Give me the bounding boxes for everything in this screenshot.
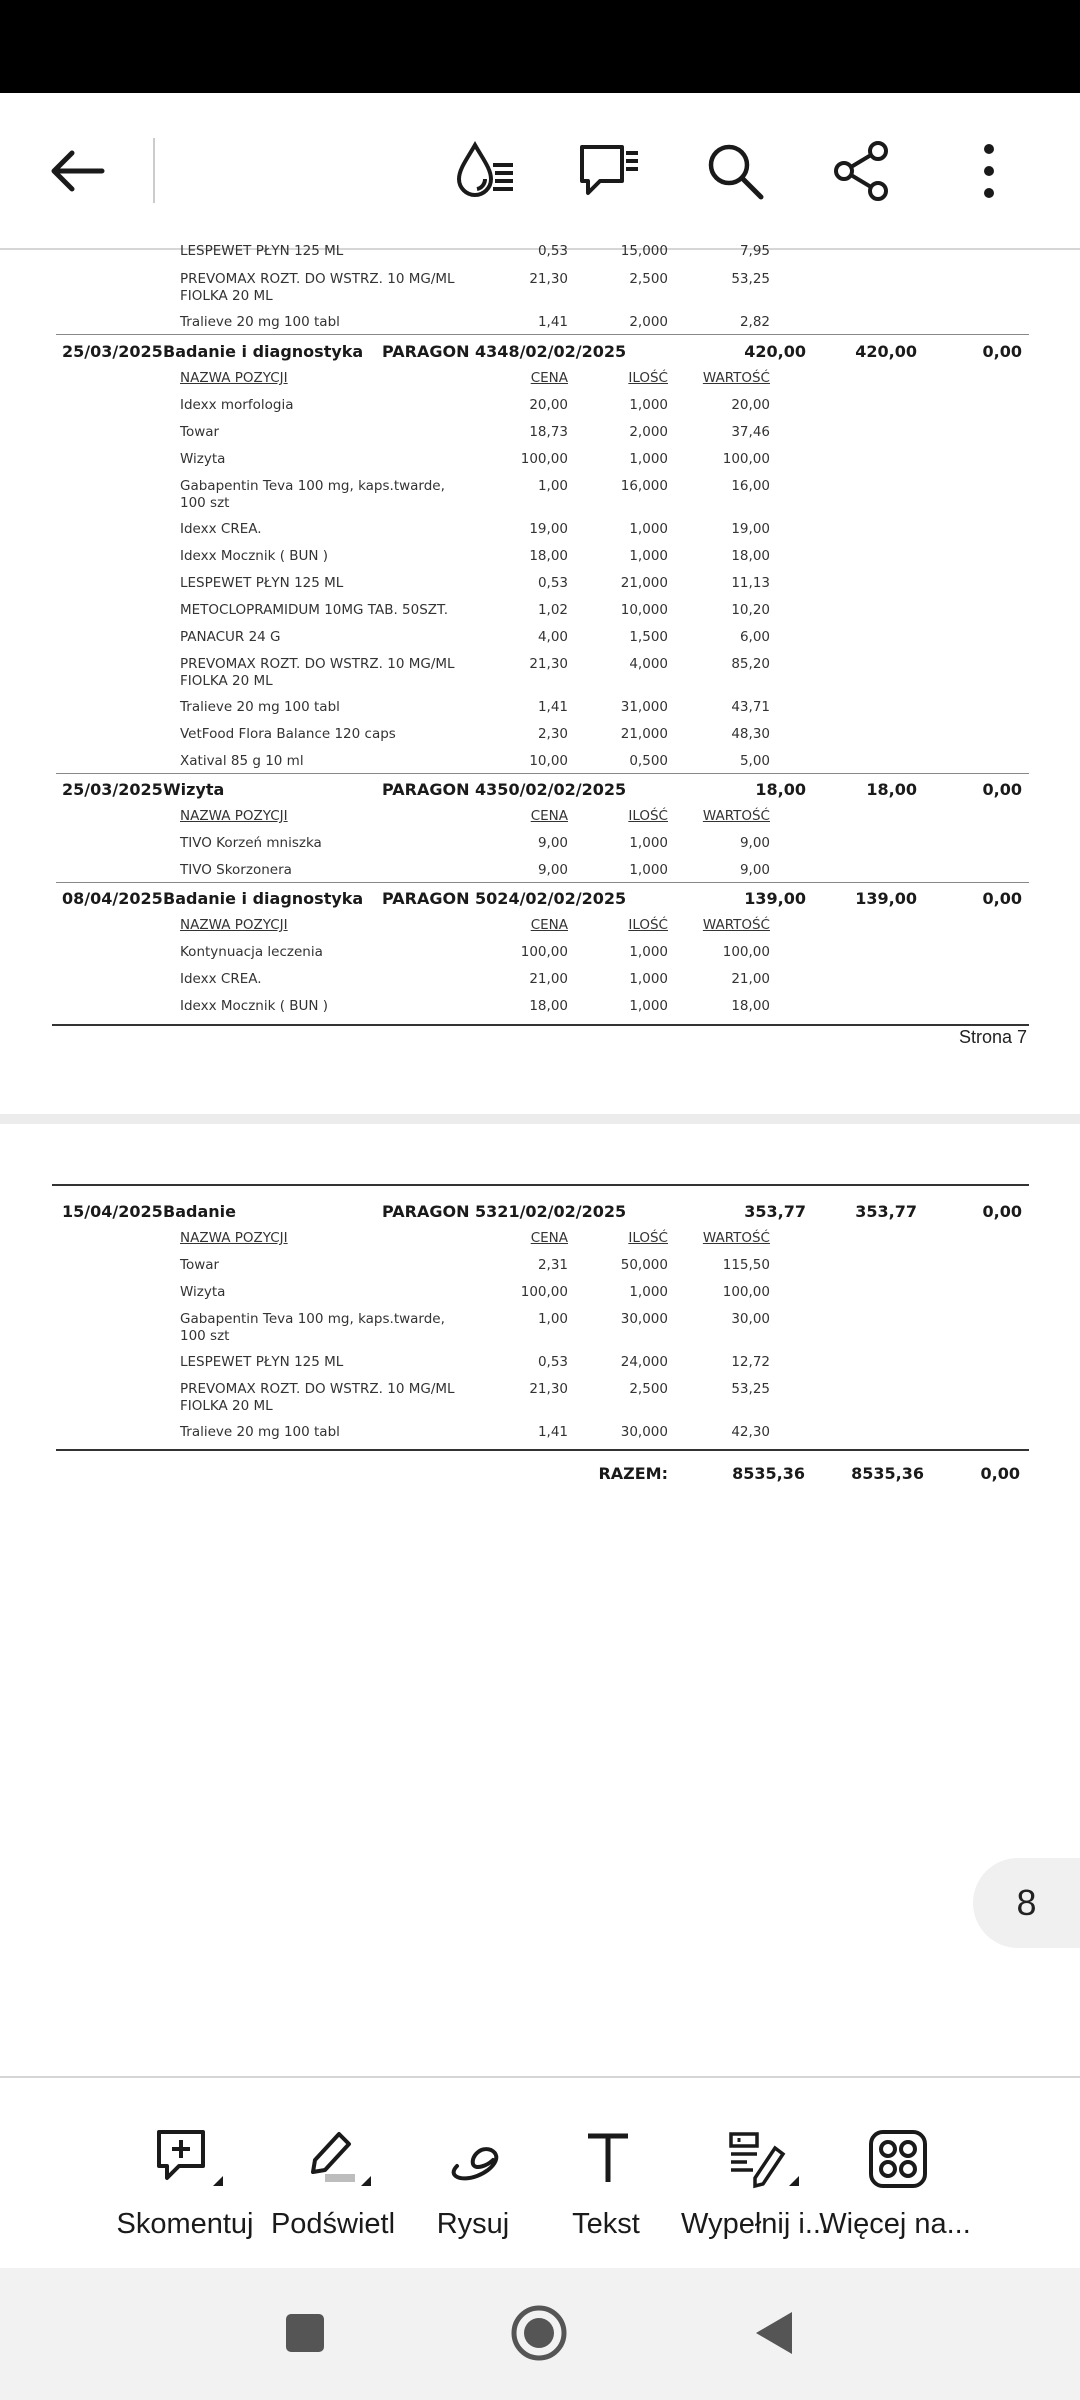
tool-label: Podświetl <box>270 2208 396 2240</box>
header-value: WARTOŚĆ <box>702 1230 770 1246</box>
item-name: Tralieve 20 mg 100 tabl <box>180 314 340 330</box>
table-row <box>0 397 1080 424</box>
item-value: 11,13 <box>731 575 770 591</box>
entry-paid: 353,77 <box>855 1202 917 1221</box>
item-name: PREVOMAX ROZT. DO WSTRZ. 10 MG/ML FIOLKA 20 ML <box>180 1381 455 1414</box>
item-value: 2,82 <box>739 314 770 330</box>
item-name: LESPEWET PŁYN 125 ML <box>180 243 344 259</box>
draw-tool[interactable] <box>398 2078 548 2270</box>
header-value: WARTOŚĆ <box>702 917 770 933</box>
item-value: 100,00 <box>722 1284 770 1300</box>
item-price: 9,00 <box>537 862 568 878</box>
item-value: 10,20 <box>731 602 770 618</box>
item-quantity: 2,000 <box>629 314 668 330</box>
fill-sign-icon <box>725 2126 785 2186</box>
table-row <box>0 271 1080 311</box>
item-name: Kontynuacja leczenia <box>180 944 323 960</box>
header-price: CENA <box>530 917 568 933</box>
item-value: 30,00 <box>731 1311 770 1327</box>
system-nav-bar <box>0 2268 1080 2400</box>
entry-amount: 420,00 <box>744 342 806 361</box>
total-row <box>0 1464 1080 1491</box>
item-quantity: 1,500 <box>629 629 668 645</box>
item-value: 48,30 <box>731 726 770 742</box>
item-name: Wizyta <box>180 1284 226 1300</box>
item-name: Xatival 85 g 10 ml <box>180 753 304 769</box>
item-name: Tralieve 20 mg 100 tabl <box>180 1424 340 1440</box>
item-value: 5,00 <box>739 753 770 769</box>
item-name: PANACUR 24 G <box>180 629 281 645</box>
entry-type: Wizyta <box>163 780 225 799</box>
item-quantity: 30,000 <box>620 1424 668 1440</box>
item-price: 1,00 <box>537 478 568 494</box>
table-row <box>0 451 1080 478</box>
item-value: 37,46 <box>731 424 770 440</box>
comment-tool[interactable] <box>110 2078 260 2270</box>
home-icon[interactable] <box>504 2298 574 2368</box>
table-row <box>0 602 1080 629</box>
item-price: 21,00 <box>529 971 568 987</box>
tool-label: Wypełnij i... <box>680 2208 829 2240</box>
entry-amount: 18,00 <box>755 780 806 799</box>
text-icon <box>576 2126 636 2186</box>
item-quantity: 2,500 <box>629 1381 668 1397</box>
item-price: 18,00 <box>529 998 568 1014</box>
table-row <box>0 971 1080 998</box>
entry-summary-row <box>0 780 1080 807</box>
item-value: 53,25 <box>731 271 770 287</box>
tool-label: Tekst <box>572 2208 640 2240</box>
table-row <box>0 1354 1080 1381</box>
liquid-mode-icon[interactable] <box>445 131 525 211</box>
item-quantity: 1,000 <box>629 971 668 987</box>
entry-document: PARAGON 4350/02/02/2025 <box>382 780 627 799</box>
entry-date: 15/04/2025 <box>62 1202 163 1221</box>
comments-list-icon[interactable] <box>568 131 648 211</box>
items-header-row <box>0 808 1080 835</box>
page-number-label: Strona 7 <box>958 1027 1027 1047</box>
add-comment-icon <box>155 2126 215 2186</box>
item-quantity: 0,500 <box>629 753 668 769</box>
item-name: LESPEWET PŁYN 125 ML <box>180 1354 344 1370</box>
top-toolbar <box>0 93 1080 250</box>
highlight-icon <box>303 2126 363 2186</box>
total-rule <box>56 1449 1029 1451</box>
table-row <box>0 944 1080 971</box>
item-name: Gabapentin Teva 100 mg, kaps.twarde, 100 szt <box>180 1311 445 1344</box>
item-value: 43,71 <box>731 699 770 715</box>
item-value: 53,25 <box>731 1381 770 1397</box>
item-price: 19,00 <box>529 521 568 537</box>
entry-balance: 0,00 <box>982 342 1022 361</box>
tool-label: Rysuj <box>436 2208 510 2240</box>
more-tools[interactable] <box>820 2078 970 2270</box>
back-arrow-icon[interactable] <box>36 131 116 211</box>
item-price: 18,73 <box>529 424 568 440</box>
item-price: 1,00 <box>537 1311 568 1327</box>
entry-date: 25/03/2025 <box>62 780 163 799</box>
table-row <box>0 548 1080 575</box>
table-row <box>0 575 1080 602</box>
item-quantity: 1,000 <box>629 944 668 960</box>
item-price: 20,00 <box>529 397 568 413</box>
header-price: CENA <box>530 808 568 824</box>
item-name: Idexx morfologia <box>180 397 294 413</box>
item-quantity: 16,000 <box>620 478 668 494</box>
item-value: 19,00 <box>731 521 770 537</box>
item-name: METOCLOPRAMIDUM 10MG TAB. 50SZT. <box>180 602 448 618</box>
items-header-row <box>0 917 1080 944</box>
header-name: NAZWA POZYCJI <box>180 917 288 933</box>
table-row <box>0 1381 1080 1421</box>
item-quantity: 1,000 <box>629 835 668 851</box>
entry-paid: 139,00 <box>855 889 917 908</box>
item-quantity: 21,000 <box>620 726 668 742</box>
search-icon[interactable] <box>695 131 775 211</box>
item-name: Towar <box>180 1257 220 1273</box>
share-icon[interactable] <box>822 131 902 211</box>
table-row <box>0 753 1080 780</box>
item-price: 1,02 <box>537 602 568 618</box>
item-name: Idexx CREA. <box>180 521 262 537</box>
tool-label: Więcej na... <box>819 2208 971 2240</box>
recent-apps-icon[interactable] <box>270 2298 340 2368</box>
page-header-rule <box>52 1184 1029 1186</box>
entry-document: PARAGON 4348/02/02/2025 <box>382 342 627 361</box>
header-price: CENA <box>530 370 568 386</box>
entry-date: 08/04/2025 <box>62 889 163 908</box>
header-price: CENA <box>530 1230 568 1246</box>
item-price: 0,53 <box>537 1354 568 1370</box>
item-value: 9,00 <box>739 862 770 878</box>
item-name: Wizyta <box>180 451 226 467</box>
item-quantity: 15,000 <box>620 243 668 259</box>
item-quantity: 1,000 <box>629 451 668 467</box>
entry-balance: 0,00 <box>982 889 1022 908</box>
item-price: 10,00 <box>529 753 568 769</box>
item-name: Idexx CREA. <box>180 971 262 987</box>
table-row <box>0 726 1080 753</box>
item-price: 21,30 <box>529 1381 568 1397</box>
draw-icon <box>443 2126 503 2186</box>
header-name: NAZWA POZYCJI <box>180 370 288 386</box>
table-row <box>0 1257 1080 1284</box>
item-value: 16,00 <box>731 478 770 494</box>
item-value: 20,00 <box>731 397 770 413</box>
entry-document: PARAGON 5024/02/02/2025 <box>382 889 627 908</box>
entry-summary-row <box>0 342 1080 369</box>
item-price: 2,31 <box>537 1257 568 1273</box>
header-quantity: ILOŚĆ <box>628 1230 668 1246</box>
item-quantity: 1,000 <box>629 862 668 878</box>
tool-label: Skomentuj <box>116 2208 254 2240</box>
item-value: 100,00 <box>722 451 770 467</box>
item-quantity: 1,000 <box>629 1284 668 1300</box>
item-value: 85,20 <box>731 656 770 672</box>
entry-amount: 353,77 <box>744 1202 806 1221</box>
item-quantity: 24,000 <box>620 1354 668 1370</box>
entry-amount: 139,00 <box>744 889 806 908</box>
item-quantity: 21,000 <box>620 575 668 591</box>
item-price: 9,00 <box>537 835 568 851</box>
item-price: 0,53 <box>537 243 568 259</box>
item-value: 7,95 <box>739 243 770 259</box>
item-name: Tralieve 20 mg 100 tabl <box>180 699 340 715</box>
fill-sign-tool[interactable] <box>680 2078 830 2270</box>
total-amount: 8535,36 <box>732 1464 805 1483</box>
row-divider <box>56 882 1029 883</box>
item-quantity: 1,000 <box>629 521 668 537</box>
entry-type: Badanie <box>163 1202 236 1221</box>
item-name: PREVOMAX ROZT. DO WSTRZ. 10 MG/ML FIOLKA 20 ML <box>180 271 455 304</box>
table-row <box>0 314 1080 341</box>
table-row <box>0 243 1080 260</box>
item-price: 18,00 <box>529 548 568 564</box>
entry-paid: 420,00 <box>855 342 917 361</box>
item-value: 18,00 <box>731 998 770 1014</box>
more-tools-icon <box>865 2126 925 2186</box>
item-quantity: 4,000 <box>629 656 668 672</box>
item-quantity: 31,000 <box>620 699 668 715</box>
header-name: NAZWA POZYCJI <box>180 808 288 824</box>
entry-date: 25/03/2025 <box>62 342 163 361</box>
row-divider <box>56 334 1029 335</box>
header-quantity: ILOŚĆ <box>628 370 668 386</box>
item-quantity: 10,000 <box>620 602 668 618</box>
item-value: 6,00 <box>739 629 770 645</box>
item-price: 100,00 <box>520 1284 568 1300</box>
item-value: 100,00 <box>722 944 770 960</box>
entry-balance: 0,00 <box>982 780 1022 799</box>
more-options-icon[interactable] <box>949 131 1029 211</box>
document-view[interactable] <box>0 243 1080 2075</box>
item-name: TIVO Korzeń mniszka <box>180 835 322 851</box>
item-quantity: 30,000 <box>620 1311 668 1327</box>
item-price: 4,00 <box>537 629 568 645</box>
item-name: Idexx Mocznik ( BUN ) <box>180 998 329 1014</box>
bottom-toolbar <box>0 2076 1080 2270</box>
header-quantity: ILOŚĆ <box>628 808 668 824</box>
item-quantity: 1,000 <box>629 397 668 413</box>
table-row <box>0 835 1080 862</box>
page-number-badge[interactable]: 8 <box>973 1858 1080 1948</box>
row-divider <box>56 773 1029 774</box>
item-value: 42,30 <box>731 1424 770 1440</box>
total-balance: 0,00 <box>980 1464 1020 1483</box>
item-value: 12,72 <box>731 1354 770 1370</box>
item-value: 21,00 <box>731 971 770 987</box>
header-quantity: ILOŚĆ <box>628 917 668 933</box>
total-paid: 8535,36 <box>851 1464 924 1483</box>
status-bar <box>0 0 1080 93</box>
table-row <box>0 998 1080 1025</box>
item-value: 18,00 <box>731 548 770 564</box>
text-tool[interactable] <box>531 2078 681 2270</box>
item-price: 21,30 <box>529 271 568 287</box>
item-name: Idexx Mocznik ( BUN ) <box>180 548 329 564</box>
table-row <box>0 424 1080 451</box>
total-label: RAZEM: <box>598 1464 668 1483</box>
item-price: 100,00 <box>520 451 568 467</box>
table-row <box>0 629 1080 656</box>
table-row <box>0 1424 1080 1451</box>
item-price: 100,00 <box>520 944 568 960</box>
item-quantity: 1,000 <box>629 998 668 1014</box>
item-quantity: 2,000 <box>629 424 668 440</box>
toolbar-divider <box>153 138 155 203</box>
items-header-row <box>0 370 1080 397</box>
entry-summary-row <box>0 889 1080 916</box>
item-value: 9,00 <box>739 835 770 851</box>
item-name: Gabapentin Teva 100 mg, kaps.twarde, 100 szt <box>180 478 445 511</box>
item-name: TIVO Skorzonera <box>180 862 292 878</box>
header-value: WARTOŚĆ <box>702 808 770 824</box>
page-gap <box>0 1114 1080 1124</box>
page-footer-rule <box>52 1024 1029 1026</box>
item-price: 1,41 <box>537 314 568 330</box>
entry-type: Badanie i diagnostyka <box>163 889 364 908</box>
table-row <box>0 862 1080 889</box>
item-quantity: 50,000 <box>620 1257 668 1273</box>
table-row <box>0 1284 1080 1311</box>
back-icon[interactable] <box>740 2298 810 2368</box>
items-header-row <box>0 1230 1080 1257</box>
entry-document: PARAGON 5321/02/02/2025 <box>382 1202 627 1221</box>
item-quantity: 2,500 <box>629 271 668 287</box>
item-name: Towar <box>180 424 220 440</box>
table-row <box>0 478 1080 518</box>
item-name: LESPEWET PŁYN 125 ML <box>180 575 344 591</box>
item-quantity: 1,000 <box>629 548 668 564</box>
table-row <box>0 1311 1080 1351</box>
item-value: 115,50 <box>722 1257 770 1273</box>
item-price: 21,30 <box>529 656 568 672</box>
item-price: 2,30 <box>537 726 568 742</box>
header-value: WARTOŚĆ <box>702 370 770 386</box>
entry-type: Badanie i diagnostyka <box>163 342 364 361</box>
item-name: PREVOMAX ROZT. DO WSTRZ. 10 MG/ML FIOLKA 20 ML <box>180 656 455 689</box>
header-name: NAZWA POZYCJI <box>180 1230 288 1246</box>
table-row <box>0 656 1080 696</box>
item-name: VetFood Flora Balance 120 caps <box>180 726 396 742</box>
entry-balance: 0,00 <box>982 1202 1022 1221</box>
table-row <box>0 699 1080 726</box>
entry-summary-row <box>0 1202 1080 1229</box>
entry-paid: 18,00 <box>866 780 917 799</box>
item-price: 0,53 <box>537 575 568 591</box>
highlight-tool[interactable] <box>258 2078 408 2270</box>
table-row <box>0 521 1080 548</box>
item-price: 1,41 <box>537 1424 568 1440</box>
item-price: 1,41 <box>537 699 568 715</box>
